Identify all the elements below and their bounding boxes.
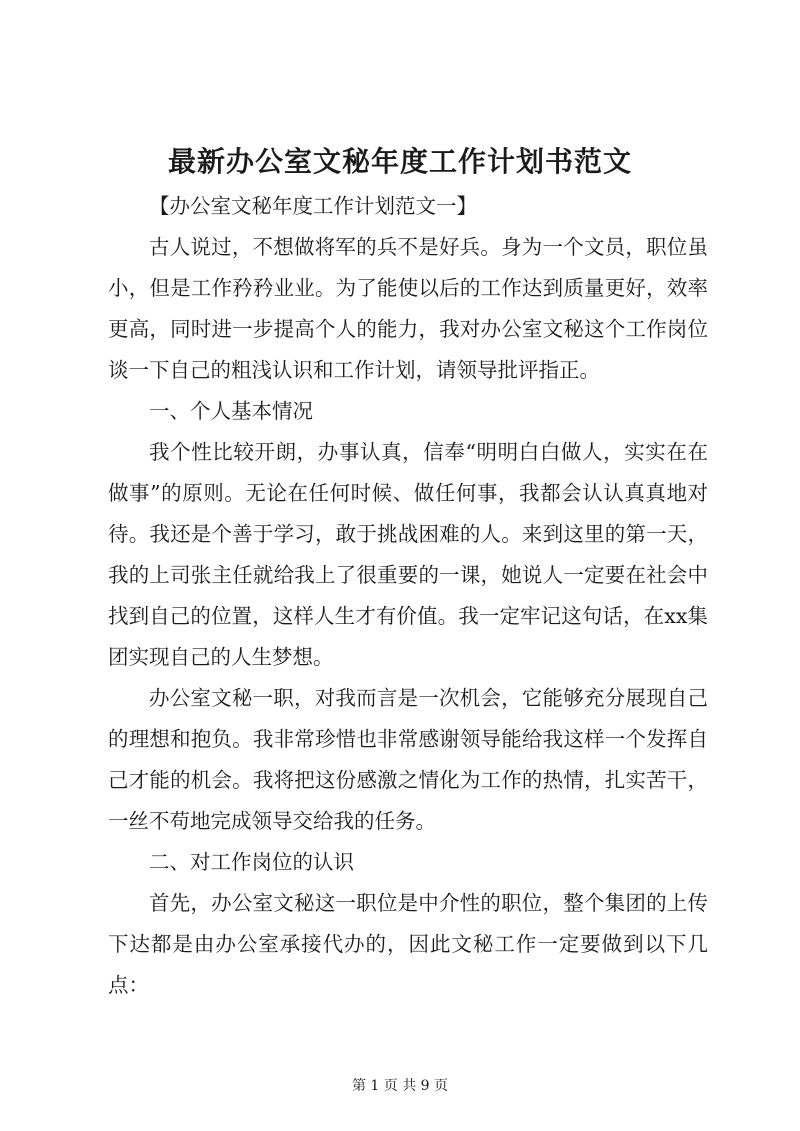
paragraph-personal-info: 我个性比较开朗，办事认真，信奉“明明白白做人，实实在在做事”的原则。无论在任何时候、做任何事，我都会认认真真地对待。我还是个善于学习，敢于挑战困难的人。来到这里的第一天，我的上司张主任就给我上了很重要的一课，她说人一定要在社会中找到自己的位置，这样人生才有价值。我一定牢记这句话，在xx集团实现自己的人生梦想。 [108,440,708,669]
section-heading-sample-one: 【办公室文秘年度工作计划范文一】 [149,194,477,218]
section-heading-personal-info: 一、个人基本情况 [149,399,313,423]
document-body [108,186,708,1006]
section-heading-job-understanding: 二、对工作岗位的认识 [149,850,354,874]
page-footer: 第 1 页 共 9 页 [351,1078,449,1094]
paragraph-job-understanding: 首先，办公室文秘这一职位是中介性的职位，整个集团的上传下达都是由办公室承接代办的，因此文秘工作一定要做到以下几点： [108,891,708,997]
paragraph-opportunity: 办公室文秘一职，对我而言是一次机会，它能够充分展现自己的理想和抱负。我非常珍惜也非常感谢领导能给我这样一个发挥自己才能的机会。我将把这份感激之情化为工作的热情，扎实苦干，一丝不苟地完成领导交给我的任务。 [108,686,708,833]
document-title: 最新办公室文秘年度工作计划书范文 [167,145,632,178]
paragraph-intro: 古人说过，不想做将军的兵不是好兵。身为一个文员，职位虽小，但是工作矜矜业业。为了能使以后的工作达到质量更好，效率更高，同时进一步提高个人的能力，我对办公室文秘这个工作岗位谈一下自己的粗浅认识和工作计划，请领导批评指正。 [108,235,708,382]
